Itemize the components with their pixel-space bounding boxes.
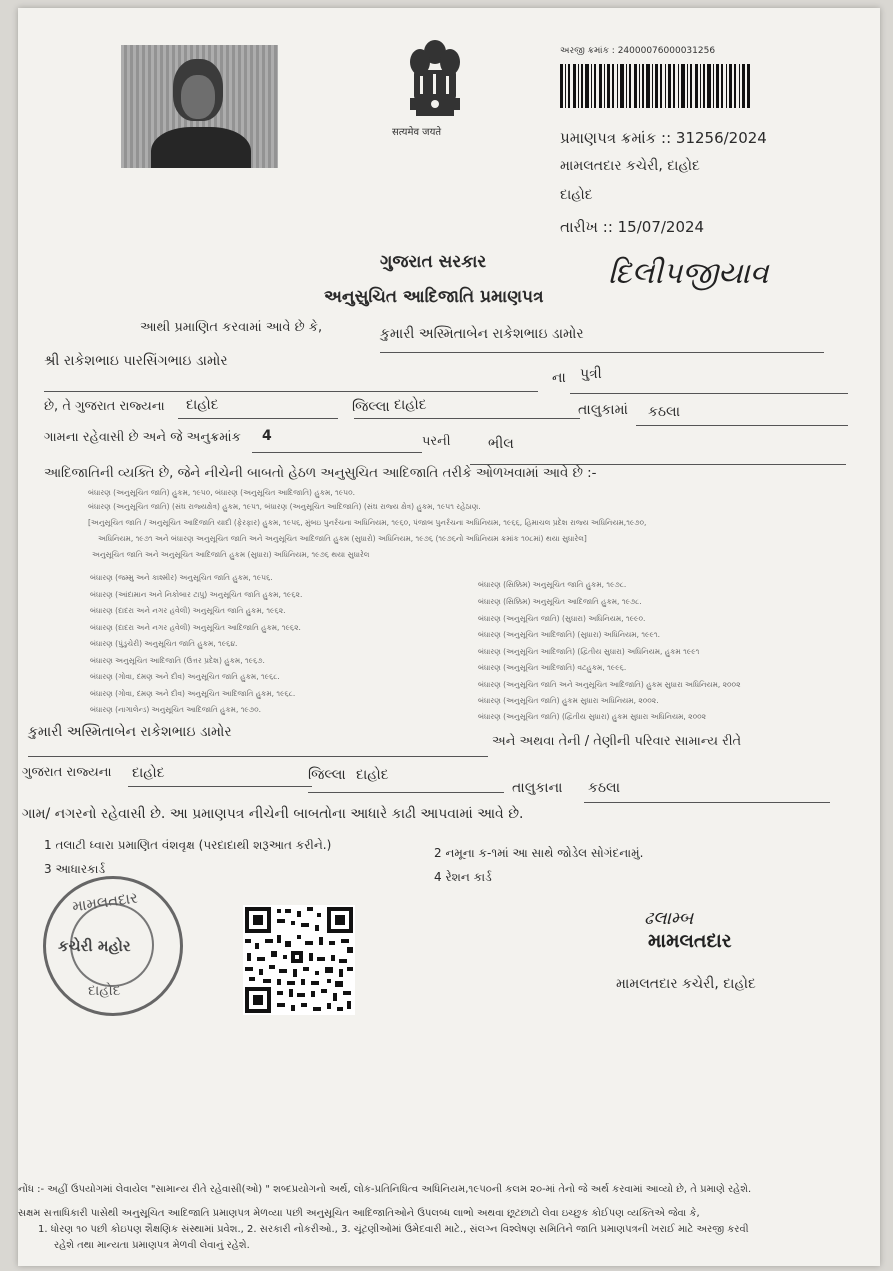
taluka-label-2: તાલુકાના bbox=[512, 780, 563, 796]
village-label: ગામના રહેવાસી છે અને જે અનુક્રમાંક bbox=[44, 430, 241, 445]
order-left-item: બંધારણ (નાગાલેન્ડ) અનુસૂચિત આદિજાતિ હુકમ, ૧૯૭૦. bbox=[90, 705, 261, 714]
tribe-statement: આદિજાતિની વ્યક્તિ છે, જેને નીચેની બાબતો હેઠળ અનુસુચિત આદિજાતિ તરીકે ઓળખવામાં આવે છે :- bbox=[44, 466, 597, 481]
stamp-bottom-text: દાહોદ bbox=[88, 983, 121, 999]
serial-value: 4 bbox=[262, 428, 272, 444]
taluka-value: કઠલા bbox=[648, 404, 681, 420]
officer-signature: ઢલામ્બ bbox=[644, 908, 694, 929]
parni-label: પરની bbox=[422, 434, 451, 449]
application-number: અરજી ક્રમાંક : 24000076000031256 bbox=[560, 46, 716, 56]
issuing-office: મામલતદાર કચેરી, દાહોદ bbox=[560, 158, 700, 174]
state-label-2: ગુજરાત રાજ્યના bbox=[22, 765, 112, 780]
order-left-item: બંધારણ (દાદરા અને નગર હવેલી) અનુસૂચિત આદિજાતિ હુકમ, ૧૯૬૨. bbox=[90, 623, 301, 632]
footer-note: નોંધ :- અહીં ઉપયોગમાં લેવાયેલ "સામાન્ય રીતે રહેવાસી(ઓ) " શબ્દપ્રયોગનો અર્થ, લોક-પ્રતિનિધિત્વ અધિનિયમ,૧૯૫૦ની કલમ ૨૦-માં તેનો જે અર્થ કરવામાં આવ્યો છે, તે પ્રમાણે રહેશે. bbox=[18, 1184, 752, 1195]
doc-item: 4 રેશન કાર્ડ bbox=[434, 870, 492, 884]
footer-line: સક્ષમ સત્તાધિકારી પાસેથી અનુસૂચિત આદિજાતિ પ્રમાણપત્ર મેળવ્યા પછી અનુસૂચિત આદિજાતિઓને ઉપલબ્ધ લાભો અથવા છૂટછાટો લેવા ઇચ્છુક કોઈપણ વ્યક્તિએ જેવા કે, bbox=[18, 1208, 700, 1219]
order-left-item: બંધારણ (જમ્મુ અને કાશ્મીર) અનુસૂચિત જાતિ હુકમ, ૧૯૫૬. bbox=[90, 573, 273, 582]
taluka-label: તાલુકામાં bbox=[578, 402, 628, 418]
office-stamp bbox=[43, 876, 183, 1016]
issue-place: દાહોદ bbox=[560, 187, 593, 203]
applicant-name: કુમારી અસ્મિતાબેન રાકેશભાઇ ડામોર bbox=[380, 326, 584, 342]
state-label: છે, તે ગુજરાત રાજ્યના bbox=[44, 399, 165, 414]
order-right-item: બંધારણ (સિક્કિમ) અનુસૂચિત જાતિ હુકમ, ૧૯૭૮. bbox=[478, 580, 627, 589]
doc-item: 3 આધારકાર્ડ bbox=[44, 862, 106, 876]
certificate-page bbox=[18, 8, 880, 1266]
applicant-name-2: કુમારી અસ્મિતાબેન રાકેશભાઇ ડામોર bbox=[28, 724, 232, 740]
district-value-2: દાહોદ bbox=[394, 397, 427, 413]
issue-date: તારીખ :: 15/07/2024 bbox=[560, 218, 705, 236]
order-right-item: બંધારણ (અનુસૂચિત જાતિ) (દ્વિતીય સુધારા) હુકમ સુધારા અધિનિયમ, ૨૦૦૨ bbox=[478, 712, 707, 721]
order-right-item: બંધારણ (અનુસૂચિત આદિજાતિ) (સુધારા) અધિનિયમ, ૧૯૯૧. bbox=[478, 630, 660, 639]
footer-line: 1. ધોરણ ૧૦ પછી કોઇપણ શૈક્ષણિક સંસ્થામાં પ્રવેશ., 2. સરકારી નોકરીઓ., 3. ચૂંટણીઓમાં ઉમેદવારી માટે., સંલગ્ન વિશ્લેષણ સમિતિને જાતિ પ્રમાણપત્રની ખરાઈ માટે અરજી કરવી bbox=[38, 1224, 749, 1235]
certificate-number: પ્રમાણપત્ર ક્રમાંક :: 31256/2024 bbox=[560, 129, 767, 147]
district-value-4: દાહોદ bbox=[356, 767, 389, 783]
order-right-item: બંધારણ (સિક્કિમ) અનુસૂચિત આદિજાતિ હુકમ, ૧૯૭૮. bbox=[478, 597, 642, 606]
order-right-item: બંધારણ (અનુસૂચિત આદિજાતિ) વટહુકમ, ૧૯૯૬. bbox=[478, 663, 627, 672]
order-left-item: બંધારણ (દાદરા અને નગર હવેલી) અનુસૂચિત જાતિ હુકમ, ૧૯૬૨. bbox=[90, 606, 286, 615]
intro-label: આથી પ્રમાણિત કરવામાં આવે છે કે, bbox=[140, 320, 323, 335]
applicant-photo bbox=[121, 45, 278, 168]
footer-line: રહેશે તથા માન્યતા પ્રમાણપત્ર મેળવી લેવાનું રહેશે. bbox=[54, 1240, 250, 1251]
tribe-value: ભીલ bbox=[488, 436, 514, 452]
na-label: ના bbox=[552, 370, 566, 386]
order-left-item: બંધારણ અનુસૂચિત આદિજાતિ (ઉત્તર પ્રદેશ) હુકમ, ૧૯૬૭. bbox=[90, 656, 265, 665]
order-left-item: બંધારણ (આંદામાન અને નિકોબાર ટાપુ) અનુસૂચિત જાતિ હુકમ, ૧૯૬૨. bbox=[90, 590, 303, 599]
order-left-item: બંધારણ (પુંડુચેરી) અનુસૂચિત જાતિ હુકમ, ૧૯૬૪. bbox=[90, 639, 238, 648]
officer-office: મામલતદાર કચેરી, દાહોદ bbox=[616, 976, 756, 992]
family-label: અને અથવા તેની / તેણીની પરિવાર સામાન્ય રીતે bbox=[492, 734, 742, 749]
order-left-item: બંધારણ (ગોવા, દમણ અને દીવ) અનુસૂચિત જાતિ હુકમ, ૧૯૬૮. bbox=[90, 672, 280, 681]
district-value: દાહોદ bbox=[186, 397, 219, 413]
taluka-value-2: કઠલા bbox=[588, 780, 621, 796]
order-line: [અનુસૂચિત જાતિ / અનુસૂચિત આદિજાતિ યાદી (ફેરફાર) હુકમ, ૧૯૫૬, મુંબઇ પુનર્રચના અધિનિયમ, ૧૯૬૦, પંજાબ પુનર્રચના અધિનિયમ, ૧૯૬૬, હિમાચલ પ્રદેશ રાજ્ય અધિનિયમ,૧૯૭૦, bbox=[88, 518, 647, 527]
top-signature: દિલીપજીયાવ bbox=[608, 256, 769, 291]
relation: પુત્રી bbox=[580, 366, 602, 382]
officer-designation: મામલતદાર bbox=[648, 930, 732, 952]
district-value-3: દાહોદ bbox=[132, 765, 165, 781]
order-line: બંધારણ (અનુસૂચિત જાતિ) (સંઘ રાજ્યક્ષેત્ર) હુકમ, ૧૯૫૧, બંધારણ (અનુસૂચિત આદિજાતિ) (સંઘ રાજ્ય ક્ષેત્ર) હુકમ, ૧૯૫૧ રહેઠાણ. bbox=[88, 502, 481, 511]
order-left-item: બંધારણ (ગોવા, દમણ અને દીવ) અનુસૂચિત આદિજાતિ હુકમ, ૧૯૬૮. bbox=[90, 689, 296, 698]
order-right-item: બંધારણ (અનુસૂચિત જાતિ) હુકમ સુધારા અધિનિયમ, ૨૦૦૨. bbox=[478, 696, 659, 705]
doc-item: 2 નમૂના ક-૧માં આ સાથે જોડેલ સોગંદનામું. bbox=[434, 846, 644, 860]
barcode bbox=[560, 64, 750, 108]
stamp-middle-text: કચેરી મહોર bbox=[58, 937, 131, 955]
government-title: ગુજરાત સરકાર bbox=[380, 252, 487, 272]
order-right-item: બંધારણ (અનુસૂચિત જાતિ) (સુધારા) અધિનિયમ, ૧૯૯૦. bbox=[478, 614, 646, 623]
father-name: શ્રી રાકેશભાઇ પારસિંગભાઇ ડામોર bbox=[44, 353, 228, 369]
order-line: બંધારણ (અનુસૂચિત જાતિ) હુકમ, ૧૯૫૦, બંધારણ (અનુસૂચિત આદિજાતિ) હુકમ, ૧૯૫૦. bbox=[88, 488, 355, 497]
order-right-item: બંધારણ (અનુસૂચિત આદિજાતિ) (દ્વિતીય સુધારા) અધિનિયમ, હુકમ ૧૯૯૧ bbox=[478, 647, 700, 656]
district-label-2: જિલ્લા bbox=[308, 767, 346, 783]
order-line: અધિનિયમ, ૧૯૭૧ અને બંધારણ અનુસૂચિત જાતિ અને અનુસૂચિત આદિજાતિ હુકમ (સુધારો) અધિનિયમ, ૧૯૭૬ (૧૯૭૬નો અધિનિયમ ક્રમાંક ૧૦૮માં) થયા સુધારેલ] bbox=[98, 534, 587, 543]
stamp-top-text: મામલતદાર bbox=[71, 888, 139, 916]
qr-code bbox=[243, 905, 355, 1015]
order-right-item: બંધારણ (અનુસૂચિત જાતિ અને અનુસૂચિત આદિજાતિ) હુકમ સુધારા અધિનિયમ, ૨૦૦૨ bbox=[478, 680, 741, 689]
certificate-title: અનુસુચિત આદિજાતિ પ્રમાણપત્ર bbox=[324, 287, 544, 307]
doc-item: 1 તલાટી ધ્વારા પ્રમાણિત વંશવૃક્ષ (પરદાદાથી શરૂઆત કરીને.) bbox=[44, 838, 332, 852]
emblem-motto: सत्यमेव जयते bbox=[392, 127, 442, 138]
district-label: જિલ્લા bbox=[352, 399, 390, 415]
order-line: અનુસૂચિત જાતિ અને અનુસૂચિત આદિજાતિ હુકમ (સુધારા) અધિનિયમ, ૧૯૭૬ થયા સુધારેલ bbox=[92, 550, 370, 559]
basis-statement: ગામ/ નગરનો રહેવાસી છે. આ પ્રમાણપત્ર નીચેની બાબતોના આધારે કાઢી આપવામાં આવે છે. bbox=[22, 806, 524, 822]
